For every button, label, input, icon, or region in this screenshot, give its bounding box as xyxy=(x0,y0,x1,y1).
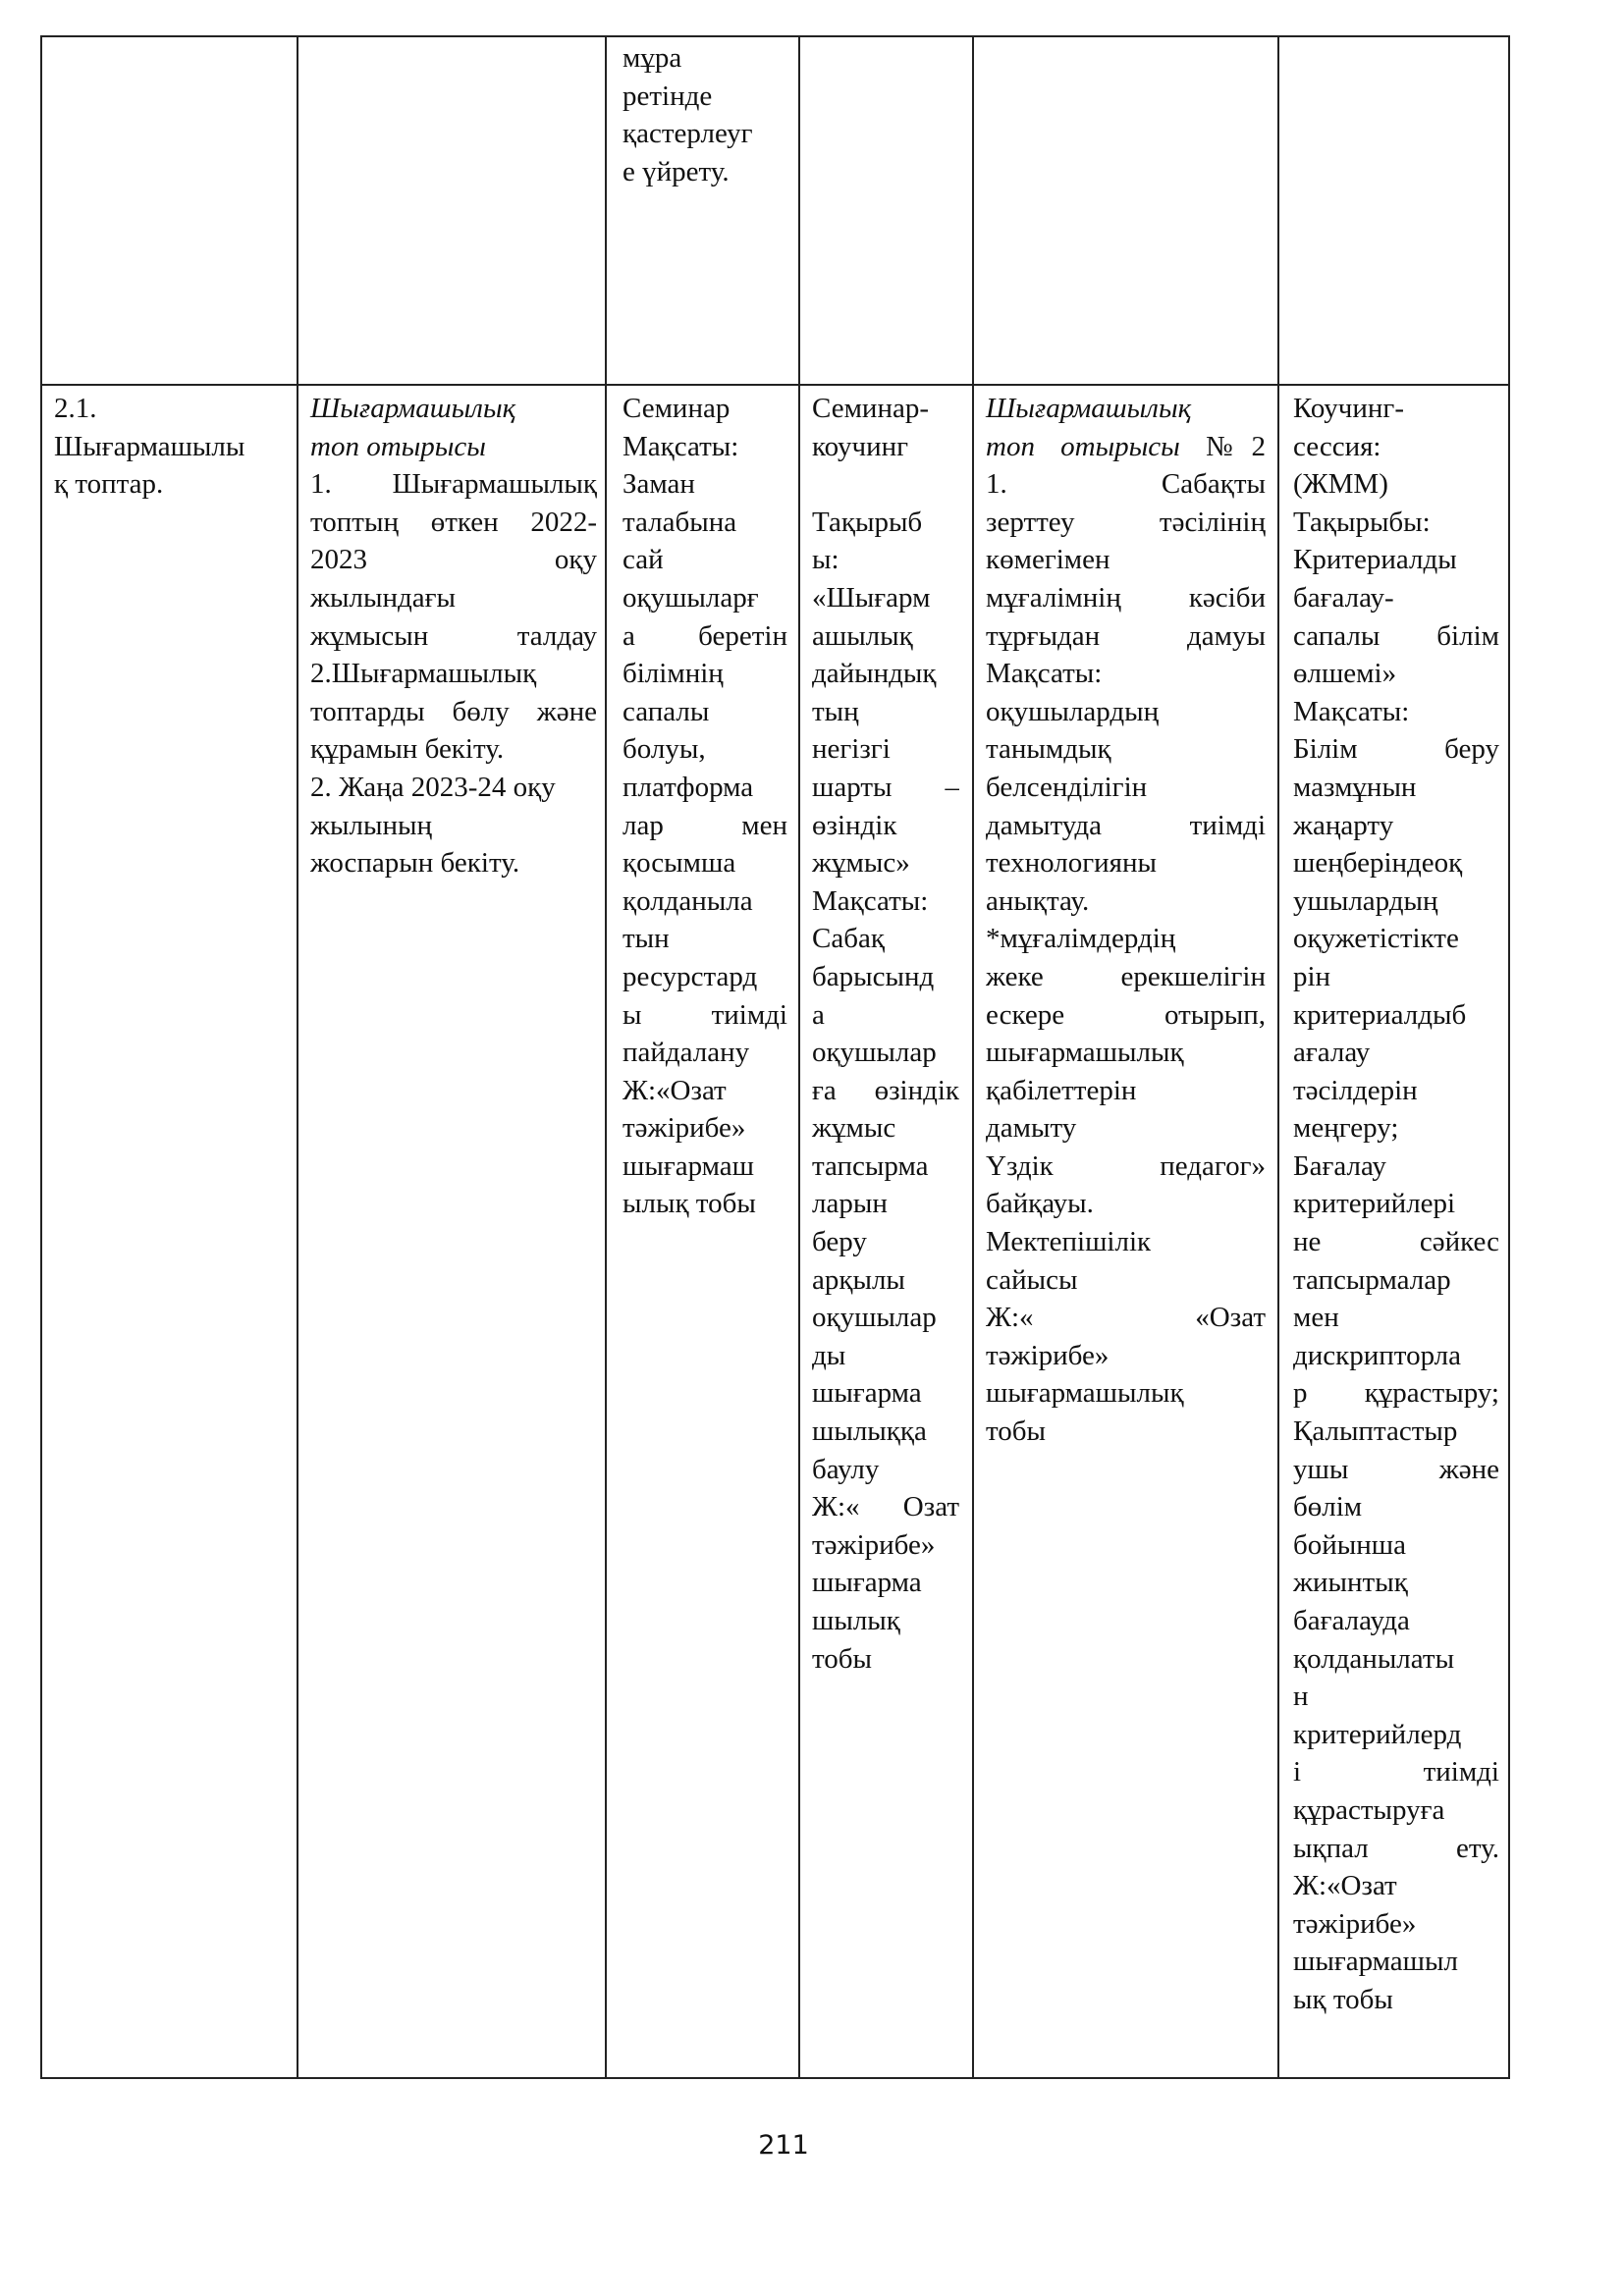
cell-text-line: тапсырма xyxy=(812,1149,929,1182)
cell-continued-col3 xyxy=(623,39,787,190)
cell-text-line: қабілеттерін xyxy=(986,1074,1137,1106)
table-border-top xyxy=(40,35,1510,37)
cell-text-line: дамыту xyxy=(986,1112,1077,1145)
cell-text-line: болуы, xyxy=(623,733,706,766)
cell-text-line: ушылардың xyxy=(1293,884,1438,917)
cell-text-line: тың xyxy=(812,695,859,727)
cell-text-line: сапалы xyxy=(623,695,710,727)
cell-text-line: баулу xyxy=(812,1453,880,1485)
cell-text-line: тын xyxy=(623,923,670,955)
cell-text-line: шығармашылық xyxy=(986,1377,1184,1410)
cell-text-line: шарты – xyxy=(812,771,959,803)
column-divider-3 xyxy=(798,35,800,2079)
cell-text-line: жылының xyxy=(310,809,433,841)
cell-text-line: белсенділігін xyxy=(986,771,1148,803)
cell-text-line: сессия: xyxy=(1293,430,1381,462)
cell-text-line: Мақсаты: xyxy=(623,430,739,462)
cell-text-line: жиынтық xyxy=(1293,1567,1408,1599)
cell-text-line: ы тиімді xyxy=(623,998,787,1031)
cell-text-line: қастерлеуг xyxy=(623,118,753,150)
cell-text-line: ретінде xyxy=(623,80,713,112)
cell-text-line: жоспарын бекіту. xyxy=(310,847,520,880)
cell-text-line: Мектепішілік xyxy=(986,1226,1152,1258)
table-border-bottom xyxy=(40,2077,1510,2079)
cell-text-line: арқылы xyxy=(812,1263,905,1296)
cell-text-line: жаңарту xyxy=(1293,809,1394,841)
cell-text-line: байқауы. xyxy=(986,1188,1094,1220)
cell-text-line: Ж:«Озат xyxy=(623,1074,727,1106)
cell-text-line: ағалау xyxy=(1293,1037,1371,1069)
cell-text-line: а xyxy=(812,998,825,1031)
cell-text-line: шығарма xyxy=(812,1567,922,1599)
cell-section-title xyxy=(54,390,290,504)
cell-text-line: анықтау. xyxy=(986,884,1090,917)
cell-text-line: Тақырыбы: xyxy=(1293,506,1431,538)
cell-text-line: а беретін xyxy=(623,619,787,652)
cell-text-line: шеңберіндеоқ xyxy=(1293,847,1463,880)
cell-text-line: өлшемі» xyxy=(1293,658,1397,690)
cell-text-line: 2023 оқу xyxy=(310,544,597,576)
cell-text-line: Бағалау xyxy=(1293,1149,1386,1182)
cell-text-line: коучинг xyxy=(812,430,909,462)
cell-text-line: шығарма xyxy=(812,1377,922,1410)
cell-text-line: і тиімді xyxy=(1293,1756,1499,1789)
cell-text-line: р құрастыру; xyxy=(1293,1377,1499,1410)
cell-text-line: құрастыруға xyxy=(1293,1793,1445,1826)
cell-text-line: ға өзіндік xyxy=(812,1074,959,1106)
cell-text-line: ескере отырып, xyxy=(986,998,1266,1031)
cell-text-line: ылық тобы xyxy=(623,1188,756,1220)
cell-text-line: Мақсаты: xyxy=(1293,695,1410,727)
column-divider-5 xyxy=(1277,35,1279,2079)
cell-text-line: ларын xyxy=(812,1188,888,1220)
meeting-number: №2 xyxy=(1205,430,1266,462)
cell-text-line: ашылық xyxy=(812,619,913,652)
cell-text-line: оқушыларғ xyxy=(623,581,759,614)
cell-text-line: сайысы xyxy=(986,1263,1078,1296)
cell-text-line: пайдалану xyxy=(623,1037,750,1069)
cell-text-line: қолданыла xyxy=(623,884,753,917)
cell-text-line: Шығармашылы xyxy=(54,430,245,462)
cell-text-line: Ж:« «Озат xyxy=(986,1302,1266,1334)
cell-text-line: сапалы білім xyxy=(1293,619,1499,652)
cell-text-line: оқушылар xyxy=(812,1037,937,1069)
cell-text-line: шығармаш xyxy=(623,1149,754,1182)
table-row-divider xyxy=(40,384,1510,386)
cell-text-line: білімнің xyxy=(623,658,724,690)
cell-text-line: оқужетістікте xyxy=(1293,923,1459,955)
cell-text-line: дамытуда тиімді xyxy=(986,809,1266,841)
cell-text-line: қ топтар. xyxy=(54,468,164,501)
cell-text-line: танымдық xyxy=(986,733,1111,766)
cell-text-line: шығармашыл xyxy=(1293,1946,1458,1978)
cell-text-line: бойынша xyxy=(1293,1528,1406,1561)
cell-text-line: тәжірибе» xyxy=(986,1339,1110,1371)
cell-text-line: ы: xyxy=(812,544,839,576)
cell-text-line: топтың өткен 2022- xyxy=(310,506,597,538)
cell-text-line: шылыққа xyxy=(812,1415,927,1448)
cell-text-line: технологияны xyxy=(986,847,1158,880)
cell-text-line: Қалыптастыр xyxy=(1293,1415,1458,1448)
cell-text-line: Ж:«Озат xyxy=(1293,1870,1397,1902)
cell-text-line: бағалау- xyxy=(1293,581,1394,614)
cell-text-line: 2. Жаңа 2023-24 оқу xyxy=(310,771,556,803)
cell-text-line: Тақырыб xyxy=(812,506,923,538)
cell-text-line: қолданылаты xyxy=(1293,1642,1455,1675)
cell-text-line: платформа xyxy=(623,771,754,803)
cell-text-italic: топ отырысы xyxy=(986,430,1180,462)
cell-text-line: Үздік педагог» xyxy=(986,1149,1266,1182)
column-divider-4 xyxy=(972,35,974,2079)
cell-text-line: бөлім xyxy=(1293,1491,1363,1523)
cell-text-line xyxy=(986,428,1266,466)
cell-text-line: барысынд xyxy=(812,960,935,992)
cell-text-line: не сәйкес xyxy=(1293,1226,1499,1258)
cell-text-line: өзіндік xyxy=(812,809,897,841)
cell-text-line: 1. Шығармашылық xyxy=(310,468,597,501)
column-divider-2 xyxy=(605,35,607,2079)
cell-text-line: тапсырмалар xyxy=(1293,1263,1451,1296)
cell-text-line: Білім беру xyxy=(1293,733,1499,766)
cell-text-line: ресурстард xyxy=(623,960,758,992)
cell-text-line: тәсілдерін xyxy=(1293,1074,1418,1106)
cell-text-line: (ЖММ) xyxy=(1293,468,1388,501)
cell-text-line: критериалдыб xyxy=(1293,998,1467,1031)
cell-text-line: Семинар- xyxy=(812,393,929,424)
cell-text-line: Заман xyxy=(623,468,695,501)
cell-text-line xyxy=(812,465,959,504)
cell-text-line: Ж:« Озат xyxy=(812,1491,959,1523)
cell-text-line: ды xyxy=(812,1339,846,1371)
cell-text-line: *мұғалімдердің xyxy=(986,923,1176,955)
column-divider-1 xyxy=(297,35,298,2079)
cell-activity-4 xyxy=(986,390,1266,1451)
cell-text-line: критерийлері xyxy=(1293,1188,1456,1220)
cell-text-line: көмегімен xyxy=(986,544,1110,576)
cell-text-line: мұғалімнің кәсіби xyxy=(986,581,1266,614)
cell-text-line: тәжірибе» xyxy=(623,1112,746,1145)
plan-table xyxy=(40,35,1508,2078)
cell-text-line: Шығармашылық xyxy=(310,393,516,424)
table-border-left xyxy=(40,35,42,2079)
cell-text-line: тобы xyxy=(986,1415,1047,1448)
cell-text-line: топтарды бөлу және xyxy=(310,695,597,727)
cell-text-line: 2.Шығармашылық xyxy=(310,658,537,690)
cell-text-line: зерттеу тәсілінің xyxy=(986,506,1266,538)
cell-text-line: Мақсаты: xyxy=(812,884,929,917)
cell-text-line: тәжірибе» xyxy=(812,1528,936,1561)
cell-text-line: тобы xyxy=(812,1642,873,1675)
cell-activity-2 xyxy=(623,390,787,1223)
cell-text-line: лар мен xyxy=(623,809,787,841)
cell-text-line: Критериалды xyxy=(1293,544,1457,576)
cell-text-line: мұра xyxy=(623,42,682,74)
cell-text-line: Семинар xyxy=(623,393,731,424)
cell-text-line: жұмыс xyxy=(812,1112,896,1145)
cell-text-line: сай xyxy=(623,544,664,576)
cell-text-line: топ отырысы xyxy=(310,430,486,462)
cell-text-line: оқушылар xyxy=(812,1302,937,1334)
cell-text-line: оқушылардың xyxy=(986,695,1160,727)
cell-text-line: 2.1. xyxy=(54,393,97,424)
cell-text-line: критерийлерд xyxy=(1293,1718,1462,1750)
cell-text-line: жұмыс» xyxy=(812,847,910,880)
cell-text-line: шығармашылық xyxy=(986,1037,1184,1069)
table-border-right xyxy=(1508,35,1510,2079)
cell-text-line: 1. Сабақты xyxy=(986,468,1266,501)
cell-text-line: ық тобы xyxy=(1293,1983,1393,2015)
cell-text-line: меңгеру; xyxy=(1293,1112,1399,1145)
cell-text-line: негізгі xyxy=(812,733,891,766)
cell-text-line: жұмысын талдау xyxy=(310,619,597,652)
page-number: 211 xyxy=(758,2130,809,2161)
cell-text-line: беру xyxy=(812,1226,867,1258)
cell-text-line: құрамын бекіту. xyxy=(310,733,505,766)
cell-text-line: мазмұнын xyxy=(1293,771,1417,803)
cell-activity-1 xyxy=(310,390,597,882)
cell-text-line: «Шығарм xyxy=(812,581,931,614)
cell-text-line: рін xyxy=(1293,960,1331,992)
cell-text-line: е үйрету. xyxy=(623,155,730,187)
cell-text-line: мен xyxy=(1293,1302,1339,1334)
cell-text-line: н xyxy=(1293,1681,1309,1713)
cell-text-line: қосымша xyxy=(623,847,736,880)
cell-text-line: Мақсаты: xyxy=(986,658,1103,690)
cell-text-line: Сабақ xyxy=(812,923,885,955)
cell-text-line: бағалауда xyxy=(1293,1605,1410,1636)
cell-activity-3 xyxy=(812,390,959,1678)
cell-text-line: Шығармашылық xyxy=(986,393,1192,424)
cell-text-line: шылық xyxy=(812,1605,900,1636)
cell-text-line: дискрипторла xyxy=(1293,1339,1462,1371)
cell-text-line: дайындық xyxy=(812,658,937,690)
cell-text-line: жылындағы xyxy=(310,581,457,614)
cell-text-line: жеке ерекшелігін xyxy=(986,960,1266,992)
cell-text-line: талабына xyxy=(623,506,737,538)
cell-text-line: тәжірибе» xyxy=(1293,1907,1417,1940)
cell-activity-5 xyxy=(1293,390,1499,2019)
cell-text-line: ықпал ету. xyxy=(1293,1832,1499,1864)
cell-text-line: Коучинг- xyxy=(1293,393,1404,424)
cell-text-line: тұрғыдан дамуы xyxy=(986,619,1266,652)
cell-text-line: ушы және xyxy=(1293,1453,1499,1485)
